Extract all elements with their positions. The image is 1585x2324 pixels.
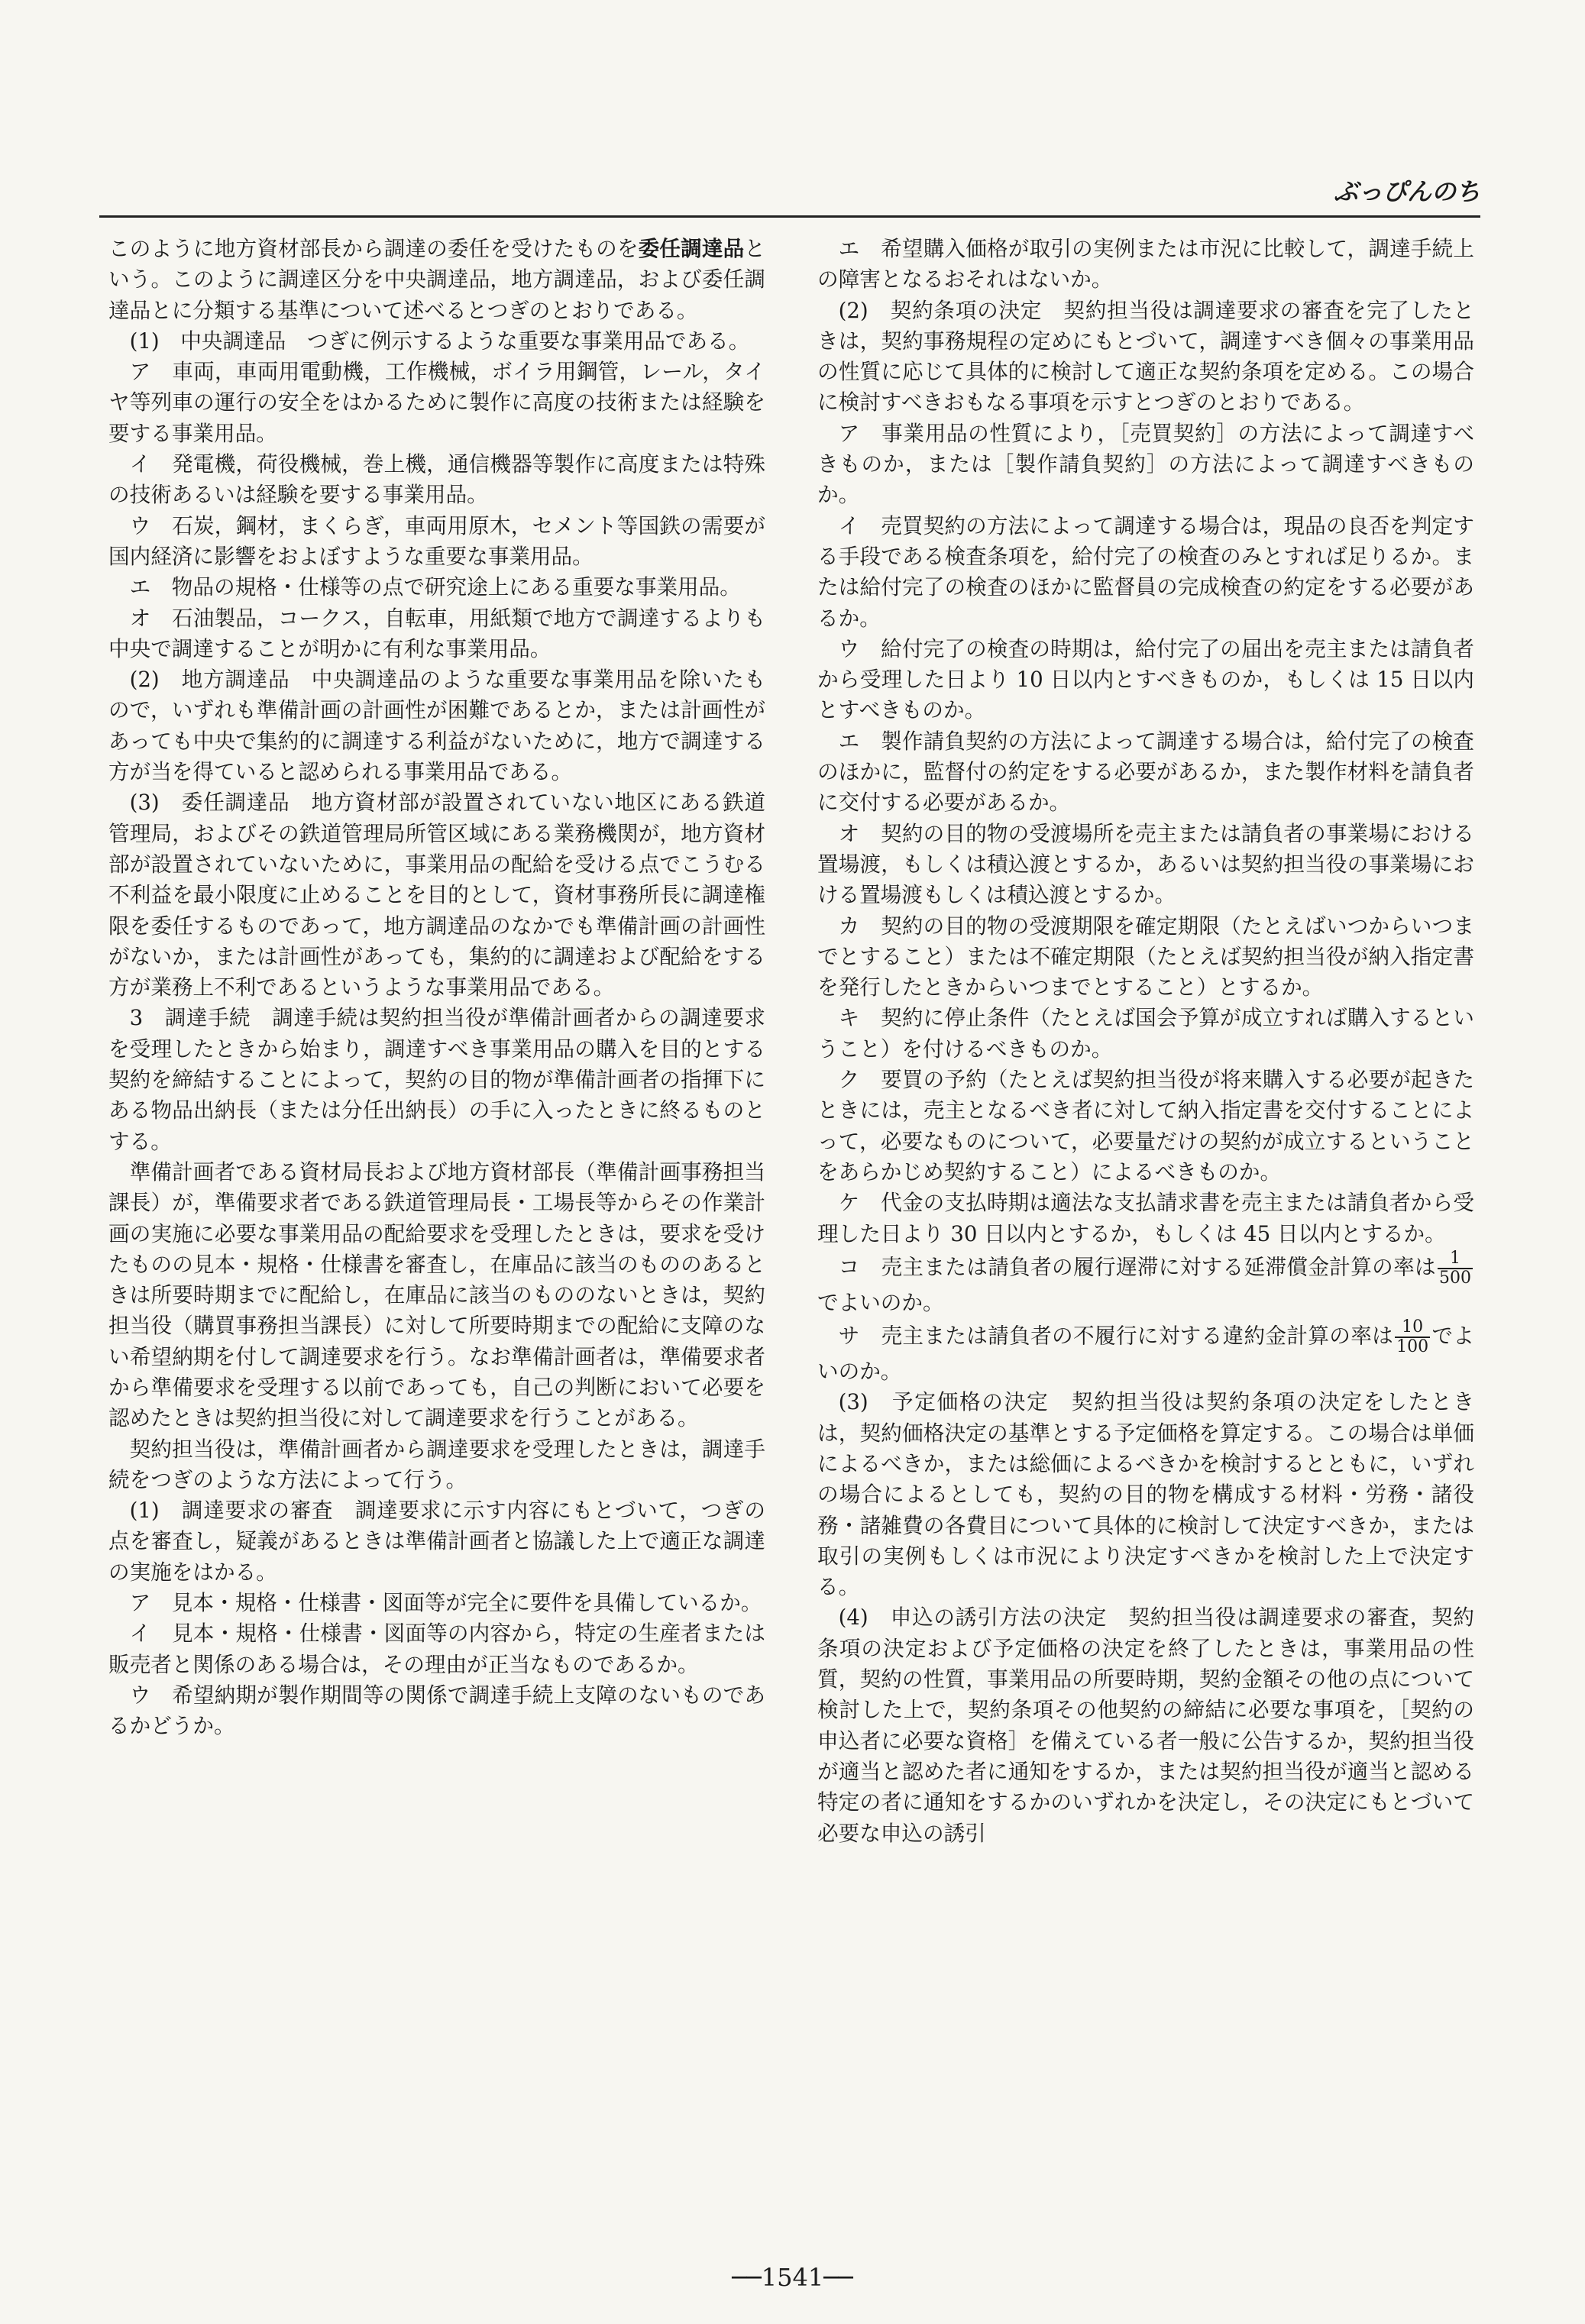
intro-text-a: このように地方資材部長から調達の委任を受けたものを: [108, 236, 639, 261]
item-terms-e: エ 製作請負契約の方法によって調達する場合は，給付完了の検査のほかに，監督付の約定をする必要があるか，また製作材料を請負者に交付する必要があるか。: [817, 728, 1474, 816]
paragraph-planner: 準備計画者である資材局長および地方資材部長（準備計画事務担当課長）が，準備要求者である鉄道管理局長・工場長等からその作業計画の実施に必要な事業用品の配給要求を受理したときは，要求を受けたものの見本・規格・仕様書を審査し，在庫品に該当のもののあるときは所要時期までに配給し，在庫品に該当のもののないときは，契約担当役（購買事務担当課長）に対して所要時期までの配給に支障のない希望納期を付して調達要求を行う。なお準備計画者は，準備要求者から準備要求を受理する以前であっても，自己の判断において必要を認めたときは契約担当役に対して調達要求を行うことがある。: [108, 1159, 765, 1431]
fraction-denominator: 500: [1439, 1268, 1471, 1288]
item-central-e: エ 物品の規格・仕様等の点で研究途上にある重要な事業用品。: [129, 574, 741, 600]
item-review-i: イ 見本・規格・仕様書・図面等の内容から，特定の生産者または販売者と関係のある場合は，その理由が正当なものであるか。: [108, 1621, 765, 1677]
item-estimated-price: (3) 予定価格の決定 契約担当役は契約条項の決定をしたときは，契約価格決定の基準とする予定価格を算定する。この場合は単価によるべきか，または総価によるべきかを検討するとともに，いずれの場合によるとしても，契約の目的物を構成する材料・労務・諸役務・諸雑費の各費目について具体的に検討して決定すべきか，または取引の実例もしくは市況により決定すべきかを検討した上で決定する。: [817, 1389, 1474, 1600]
penalty-rate-fraction: [1395, 1318, 1430, 1356]
item-terms-ku: ク 要買の予約（たとえば契約担当役が将来購入する必要が起きたときには，売主となるべき者に対して納入指定書を交付することによって，必要なものについて，必要量だけの契約が成立するということをあらかじめ契約すること）によるべきものか。: [817, 1067, 1474, 1185]
penalty-rate-text: サ 売主または請負者の不履行に対する違約金計算の率は: [838, 1323, 1394, 1349]
item-terms-ke: ケ 代金の支払時期は適法な支払請求書を売主または請負者から受理した日より 30 日以内とするか，もしくは 45 日以内とするか。: [817, 1190, 1474, 1246]
item-terms-i: イ 売買契約の方法によって調達する場合は，現品の良否を判定する手段である検査条項を，給付完了の検査のみとすれば足りるか。または給付完了の検査のほかに監督員の完成検査の約定をする必要があるか。: [817, 512, 1474, 631]
item-terms-u: ウ 給付完了の検査の時期は，給付完了の届出を売主または請負者から受理した日より 10 日以内とすべきものか，もしくは 15 日以内とすべきものか。: [817, 635, 1474, 723]
item-central-a: ア 車両，車両用電動機，工作機械，ボイラ用鋼管，レール，タイヤ等列車の運行の安全をはかるために製作に高度の技術または経験を要する事業用品。: [108, 359, 765, 446]
item-central-i: イ 発電機，荷役機械，巻上機，通信機器等製作に高度または特殊の技術あるいは経験を要する事業用品。: [108, 451, 765, 508]
item-terms-a: ア 事業用品の性質により，［売買契約］の方法によって調達すべきものか，または［製作請負契約］の方法によって調達すべきものか。: [817, 420, 1474, 508]
item-central-o: オ 石油製品，コークス，自転車，用紙類で地方で調達するよりも中央で調達することが明かに有利な事業用品。: [108, 605, 765, 661]
item-terms-sa: [817, 1318, 1474, 1387]
item-request-review: (1) 調達要求の審査 調達要求に示す内容にもとづいて，つぎの点を審査し，疑義があるときは準備計画者と協議した上で適正な調達の実施をはかる。: [108, 1498, 765, 1585]
intro-paragraph: [108, 234, 765, 326]
left-column: [108, 234, 765, 1742]
item-contract-terms: (2) 契約条項の決定 契約担当役は調達要求の審査を完了したときは，契約事務規程の定めにもとづいて，調達すべき個々の事業用品の性質に応じて具体的に検討して適正な契約条項を定める。この場合に検討すべきおもなる事項を示すとつぎのとおりである。: [817, 297, 1474, 415]
fraction-denominator: 100: [1396, 1337, 1429, 1357]
section-procurement-procedure: 3 調達手続 調達手続は契約担当役が準備計画者からの調達要求を受理したときから始まり，調達すべき事業用品の購入を目的とする契約を締結することによって，契約の目的物が準備計画者の指揮下にある物品出納長（または分任出納長）の手に入ったときに終るものとする。: [108, 1005, 765, 1154]
penalty-rate-suffix: でよいのか。: [817, 1323, 1474, 1385]
item-review-u: ウ 希望納期が製作期間等の関係で調達手続上支障のないものであるかどうか。: [108, 1682, 765, 1739]
item-terms-ko: [817, 1249, 1474, 1318]
page-number: ──1541──: [732, 2263, 853, 2292]
delay-rate-fraction: [1438, 1249, 1473, 1288]
fraction-numerator: 1: [1438, 1249, 1473, 1269]
item-terms-ka: カ 契約の目的物の受渡期限を確定期限（たとえばいつからいつまでとすること）または不確定期限（たとえば契約担当役が納入指定書を発行したときからいつまでとすること）とするか。: [817, 913, 1474, 1000]
paragraph-contract-officer: 契約担当役は，準備計画者から調達要求を受理したときは，調達手続をつぎのような方法によって行う。: [108, 1436, 765, 1492]
right-column: [817, 234, 1474, 1849]
item-terms-o: オ 契約の目的物の受渡場所を売主または請負者の事業場における置場渡，もしくは積込渡とするか，あるいは契約担当役の事業場における置場渡もしくは積込渡とするか。: [817, 820, 1474, 908]
delay-rate-text: コ 売主または請負者の履行遅滞に対する延滞償金計算の率は: [838, 1254, 1436, 1280]
item-review-a: ア 見本・規格・仕様書・図面等が完全に要件を具備しているか。: [129, 1590, 762, 1616]
running-header: ぶっぴんのち: [1333, 177, 1480, 206]
header-rule: [99, 215, 1480, 218]
item-central-u: ウ 石炭，鋼材，まくらぎ，車両用原木，セメント等国鉄の需要が国内経済に影響をおよぼすような重要な事業用品。: [108, 512, 765, 569]
delay-rate-suffix: でよいのか。: [817, 1289, 944, 1315]
item-local-procurement: (2) 地方調達品 中央調達品のような重要な事業用品を除いたもので，いずれも準備計画の計画性が困難であるとか，または計画性があっても中央で集約的に調達する利益がないために，地方で調達する方が当を得ていると認められる事業用品である。: [108, 667, 765, 785]
item-central-procurement: (1) 中央調達品 つぎに例示するような重要な事業用品である。: [129, 328, 750, 354]
item-delegated-procurement: (3) 委任調達品 地方資材部が設置されていない地区にある鉄道管理局，およびその鉄道管理局所管区域にある業務機関が，地方資材部が設置されていないために，事業用品の配給を受ける点でこうむる不利益を最小限度に止めることを目的として，資材事務所長に調達権限を委任するものであって，地方調達品のなかでも準備計画の計画性がないか，または計画性があっても，集約的に調達および配給をする方が業務上不利であるというような事業用品である。: [108, 790, 765, 1000]
fraction-numerator: 10: [1395, 1318, 1430, 1338]
item-solicitation-method: (4) 申込の誘引方法の決定 契約担当役は調達要求の審査，契約条項の決定および予定価格の決定を終了したときは，事業用品の性質，契約の性質，事業用品の所要時期，契約金額その他の点について検討した上で，契約条項その他契約の締結に必要な事項を，［契約の申込者に必要な資格］を備えている者一般に公告するか，契約担当役が適当と認めた者に通知をするか，または契約担当役が適当と認める特定の者に通知をするかのいずれかを決定し，その決定にもとづいて必要な申込の誘引: [817, 1605, 1474, 1846]
item-terms-ki: キ 契約に停止条件（たとえば国会予算が成立すれば購入するということ）を付けるべきものか。: [817, 1005, 1474, 1062]
item-review-e: エ 希望購入価格が取引の実例または市況に比較して，調達手続上の障害となるおそれはないか。: [817, 236, 1474, 293]
intro-term: 委任調達品: [638, 236, 745, 261]
intro-text-b: という。このように調達区分を中央調達品，地方調達品，および委任調達品とに分類する基準について述べるとつぎのとおりである。: [108, 236, 765, 323]
